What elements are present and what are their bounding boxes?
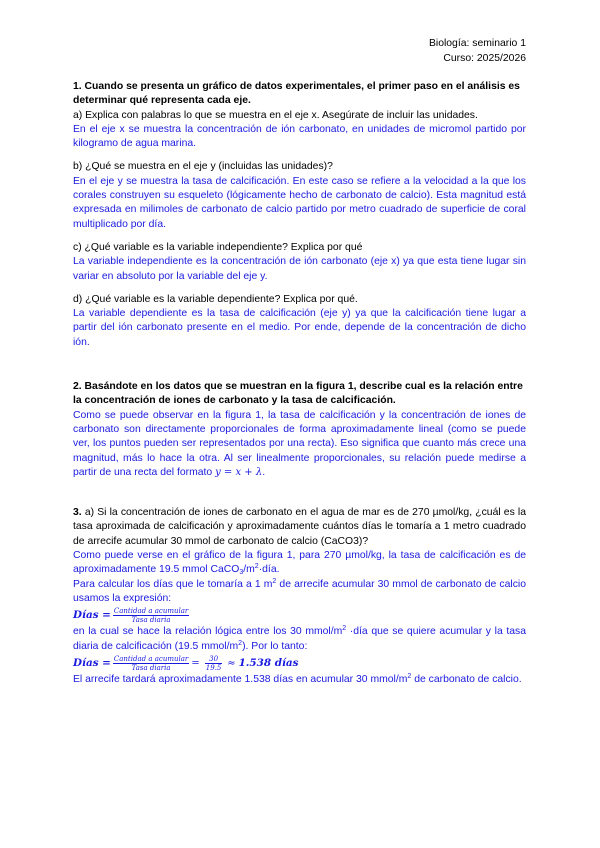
q3-p2-a: Para calcular los días que le tomaría a 1 m (73, 578, 273, 590)
q3-p1-end: ·día. (258, 564, 280, 576)
q3-p4-a: El arrecife tardará aproximadamente 1.538 días en acumular 30 mmol/m (73, 673, 408, 685)
question-3 (73, 506, 526, 687)
q3-p1-mid: /m (243, 564, 255, 576)
document-page (73, 36, 526, 687)
eq1-fraction (113, 607, 189, 624)
q3-question-text: a) Si la concentración de iones de carbonato en el agua de mar es de 270 µmol/kg, ¿cuál es la tasa aproximada de calcificación y aproximadamente cuántos días le tomaría a 1 metro cuadrado de arrecife acumular 30 mmol de carbonato de calcio (CaCO3)? (73, 507, 527, 547)
q3-p3-b: ·día que se quiere acumular y la tasa diaria de calcificación (19.5 mmol/m (73, 626, 526, 652)
q3-p2 (73, 578, 526, 607)
q2-title: 2. Basándote en los datos que se muestran en la figura 1, describe cual es la relación entre la concentración de iones de carbonato y la tasa de calcificación. (73, 381, 523, 407)
q3-p1 (73, 549, 526, 578)
eq2-result: 1.538 días (238, 656, 299, 669)
q1-c-question: c) ¿Qué variable es la variable independiente? Explica por qué (73, 241, 363, 253)
q1-d-question: d) ¿Qué variable es la variable dependiente? Explica por qué. (73, 293, 358, 305)
q1-b-answer: En el eje y se muestra la tasa de calcificación. En este caso se refiere a la velocidad a la que los corales construyen su esqueleto (lógicamente hecho de carbonato de calcio). Esta magnitud está expresada en milimoles de carbonato de calcio partido por metro cuadrado de superficie de coral multiplicado por día. (73, 175, 526, 230)
q3-p3-a: en la cual se hace la relación lógica entre los 30 mmol/m (73, 626, 343, 638)
header (73, 36, 526, 66)
q3-equation-1 (73, 606, 526, 625)
q3-p4 (73, 673, 526, 687)
q3-p1-sub: 3 (239, 569, 244, 577)
eq2-num-2: 30 (205, 655, 223, 664)
q1-d-answer: La variable dependiente es la tasa de calcificación (eje y) ya que la calcificación tiene lugar a partir del ión carbonato presente en el medio. Por ende, depende de la concentración de dicho ión. (73, 308, 526, 348)
question-2 (73, 380, 526, 480)
q3-p2-sup: 2 (272, 577, 277, 585)
eq2-den-1: Tasa diaria (131, 663, 171, 672)
header-subject: Biología: seminario 1 (428, 38, 526, 49)
question-1 (73, 80, 526, 350)
eq2-num-1: Cantidad a acumular (113, 654, 189, 663)
eq1-lhs: Días = (73, 609, 111, 622)
eq2-equals: = (191, 657, 203, 669)
q3-p4-b: de carbonato de calcio. (411, 673, 522, 685)
q3-p3 (73, 625, 526, 654)
q3-p4-sup: 2 (407, 672, 412, 680)
q2-formula: y = x + λ (215, 466, 263, 478)
eq1-num: Cantidad a acumular (113, 606, 189, 615)
header-course: Curso: 2025/2026 (443, 53, 526, 64)
eq1-den: Tasa diaria (131, 615, 171, 624)
q1-a-answer: En el eje x se muestra la concentración de ión carbonato, en unidades de micromol partido por kilogramo de agua marina. (73, 123, 526, 150)
eq2-lhs: Días = (73, 656, 111, 669)
q3-p3-sup: 2 (342, 625, 347, 633)
q3-p2-b: de arrecife acumular 30 mmol de carbonato de calcio usamos la expresión: (73, 578, 526, 604)
eq2-approx-sign: ≈ (227, 657, 236, 669)
eq2-fraction-1 (113, 655, 189, 672)
q1-c-answer: La variable independiente es la concentración de ión carbonato (eje x) ya que esta tiene lugar sin variar en absoluto por la variable del eje y. (73, 256, 526, 282)
q2-answer-text: Como se puede observar en la figura 1, la tasa de calcificación y la concentración de iones de carbonato son directamente proporcionales de forma aproximadamente lineal (como se puede ver, los puntos pueden ser representados por una recta). Eso significa que cuanto más crece una magnitud, más lo hace la otra. Al ser linealmente proporcionales, su relación puede medirse a partir de una recta del formato (73, 409, 526, 478)
q3-equation-2 (73, 654, 526, 673)
eq2-den-2: 19.5 (205, 663, 222, 672)
q3-p1-sup: 2 (254, 563, 259, 571)
q3-p1-text: Como puede verse en el gráfico de la figura 1, para 270 µmol/kg, la tasa de calcificación es de aproximadamente 19.5 mmol CaCO (73, 550, 526, 576)
eq2-fraction-2 (205, 655, 223, 672)
q2-answer-end: . (262, 466, 266, 478)
q3-p3-sup2: 2 (238, 639, 243, 647)
q3-question (73, 506, 526, 549)
q3-p3-c: ). Por lo tanto: (242, 640, 308, 652)
q1-a-question: a) Explica con palabras lo que se muestra en el eje x. Asegúrate de incluir las unidades. (73, 109, 478, 121)
q2-answer (73, 409, 526, 480)
q3-number: 3. (73, 507, 82, 519)
q1-title: 1. Cuando se presenta un gráfico de datos experimentales, el primer paso en el análisis es determinar qué representa cada eje. (73, 81, 520, 107)
q1-b-question: b) ¿Qué se muestra en el eje y (incluidas las unidades)? (73, 161, 333, 173)
